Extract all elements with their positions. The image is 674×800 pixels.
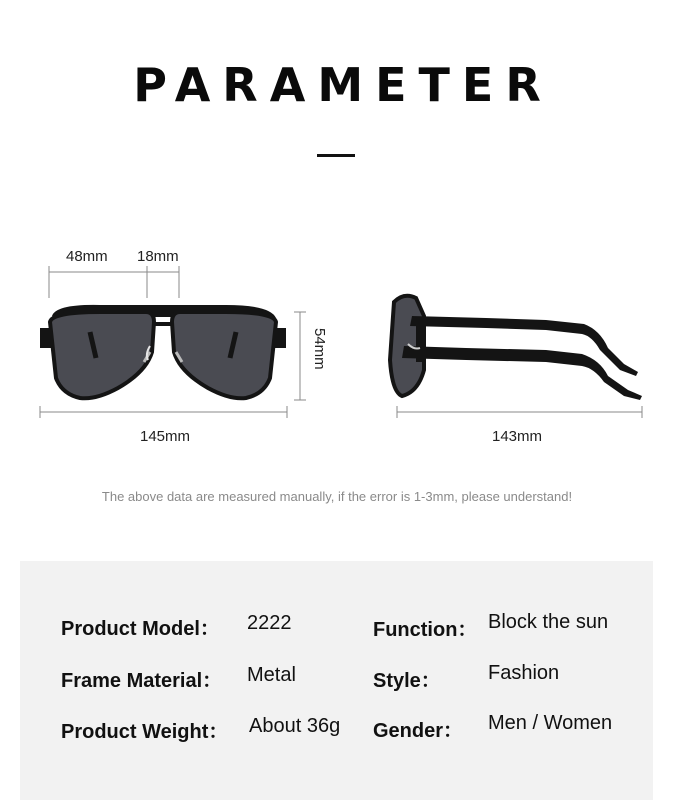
spec-label-model: Product Model： bbox=[61, 618, 220, 640]
spec-value-function: Block the sun bbox=[488, 611, 609, 633]
spec-label-weight: Product Weight： bbox=[61, 721, 229, 743]
lens-height-label: 54mm bbox=[311, 328, 328, 370]
spec-value-weight: About 36g bbox=[249, 715, 341, 737]
temple-length-label: 143mm bbox=[492, 428, 543, 445]
side-view bbox=[390, 296, 642, 400]
bridge-width-label: 18mm bbox=[137, 248, 179, 265]
lens-width-label: 48mm bbox=[66, 248, 108, 265]
spec-label-function: Function： bbox=[373, 619, 478, 641]
front-view bbox=[40, 305, 286, 398]
spec-value-material: Metal bbox=[247, 664, 296, 686]
spec-label-style: Style： bbox=[373, 670, 441, 692]
spec-value-style: Fashion bbox=[488, 662, 560, 684]
spec-value-gender: Men / Women bbox=[488, 712, 613, 734]
spec-label-material: Frame Material： bbox=[61, 670, 223, 692]
spec-value-model: 2222 bbox=[247, 612, 292, 634]
page-title: PARAMETER bbox=[133, 58, 553, 112]
spec-label-gender: Gender： bbox=[373, 720, 464, 742]
measurement-note: The above data are measured manually, if the error is 1-3mm, please understand! bbox=[101, 489, 573, 504]
frame-width-label: 145mm bbox=[140, 428, 191, 445]
